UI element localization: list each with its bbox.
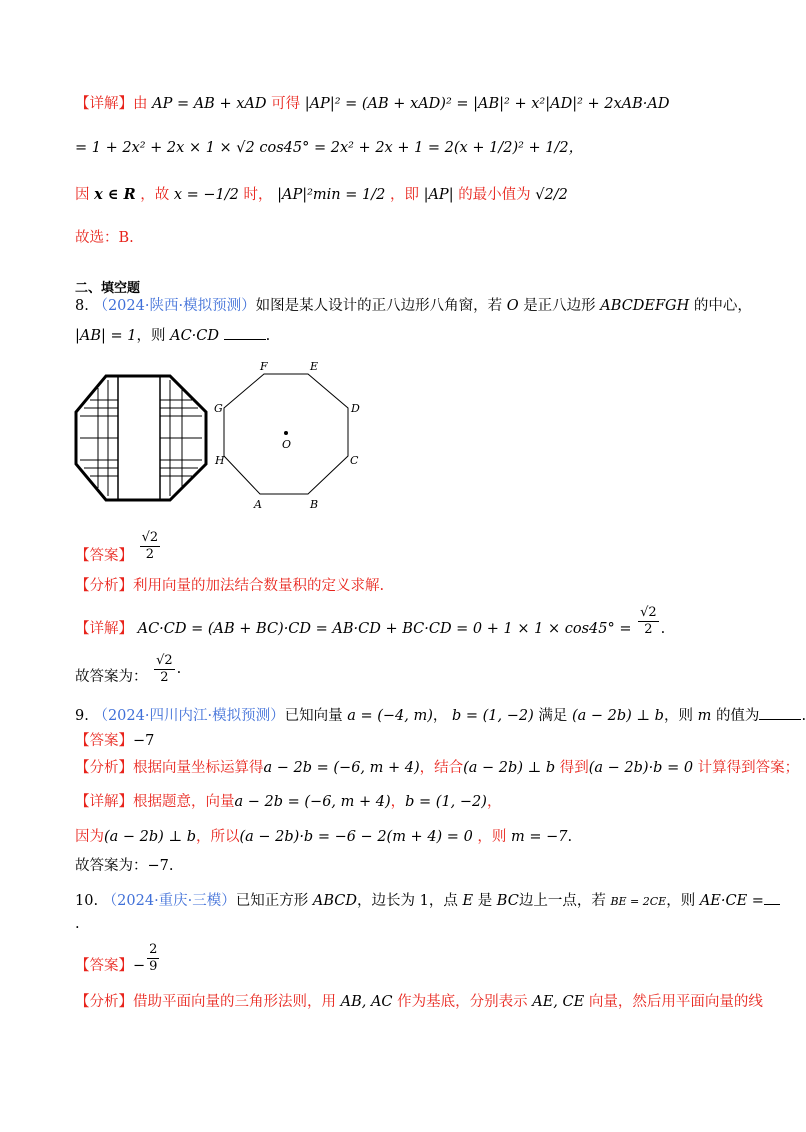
section-heading: 二、填空题 [75,281,141,296]
q10-dot: . [75,916,80,932]
q9-stem: 9. （2024·四川内江·模拟预测）已知向量 a = (−4, m)， b = (1, −2) 满足 (a − 2b) ⊥ b，则 m 的值为 . [75,708,806,724]
octagon-window-figure [76,376,206,500]
answer-blank [764,892,780,905]
label-F: F [260,360,268,373]
q9-detail: 【详解】根据题意，向量a − 2b = (−6, m + 4)，b = (1, −2)， [75,794,502,810]
q10-analysis: 【分析】借助平面向量的三角形法则，用 AB, AC 作为基底，分别表示 AE, CE 向量，然后用平面向量的线 [75,994,763,1010]
q8-source: （2024·陕西·模拟预测） [93,298,256,314]
q10-answer: 【答案】− $\frac{2}{9}$ [75,942,158,975]
octagon-abcdefgh [214,360,360,511]
q7-choose: 故选：B. [75,230,134,246]
answer-blank [224,327,266,340]
q7-given-expr: AP = AB + xAD [152,96,267,112]
q9-answer: 【答案】−7 [75,733,155,749]
q8-stem: 8. （2024·陕西·模拟预测）如图是某人设计的正八边形八角窗，若 O 是正八边形 ABCDEFGH 的中心， [75,298,752,314]
answer-blank [759,707,801,720]
label-C: C [350,454,359,467]
q8-figures [70,360,370,520]
label-H: H [215,454,225,467]
q10-source: （2024·重庆·三模） [102,893,236,909]
label-E: E [310,360,319,373]
label-B: B [310,498,319,511]
q10-stem: 10. （2024·重庆·三模）已知正方形 ABCD，边长为 1，点 E 是 BC边上一点，若 BE = 2CE，则 AE·CE = [75,892,780,910]
q8-detail: 【详解】 AC·CD = (AB + BC)·CD = AB·CD + BC·CD = 0 + 1 × 1 × cos45° = $\frac{√2}{2}$ . [75,605,666,638]
q8-condition: |AB| = 1，则 AC·CD . [75,328,271,344]
q8-final: 故答案为： $\frac{√2}{2}$ . [75,653,182,686]
q9-analysis: 【分析】根据向量坐标运算得a − 2b = (−6, m + 4)，结合(a − 2b) ⊥ b 得到(a − 2b)·b = 0 计算得到答案； [75,760,800,776]
q8-analysis: 【分析】利用向量的加法结合数量积的定义求解. [75,578,385,594]
q9-final: 故答案为：−7. [75,858,174,874]
q7-detail-line2: = 1 + 2x² + 2x × 1 × √2 cos45° = 2x² + 2x + 1 = 2(x + 1/2)² + 1/2， [75,140,584,156]
q7-detail-line3: 因 x ∈ R ，故 x = −1/2 时， |AP|²min = 1/2 ，即 |AP| 的最小值为 √2/2 [75,186,568,203]
detail-label: 【详解】 [75,96,133,112]
label-A: A [254,498,262,511]
q7-detail-line1: 【详解】由 AP = AB + xAD 可得 |AP|² = (AB + xAD)² = |AB|² + x²|AD|² + 2xAB·AD [75,96,670,112]
label-O: O [282,438,292,451]
q8-answer: 【答案】 $\frac{√2}{2}$ [75,530,159,565]
label-G: G [214,402,223,415]
q9-source: （2024·四川内江·模拟预测） [93,708,285,724]
label-D: D [351,402,360,415]
q9-reason: 因为(a − 2b) ⊥ b，所以(a − 2b)·b = −6 − 2(m + 4) = 0 ，则 m = −7. [75,829,573,845]
q7-expand-expr: |AP|² = (AB + xAD)² = |AB|² + x²|AD|² + 2xAB·AD [304,96,670,112]
center-point [284,431,288,435]
